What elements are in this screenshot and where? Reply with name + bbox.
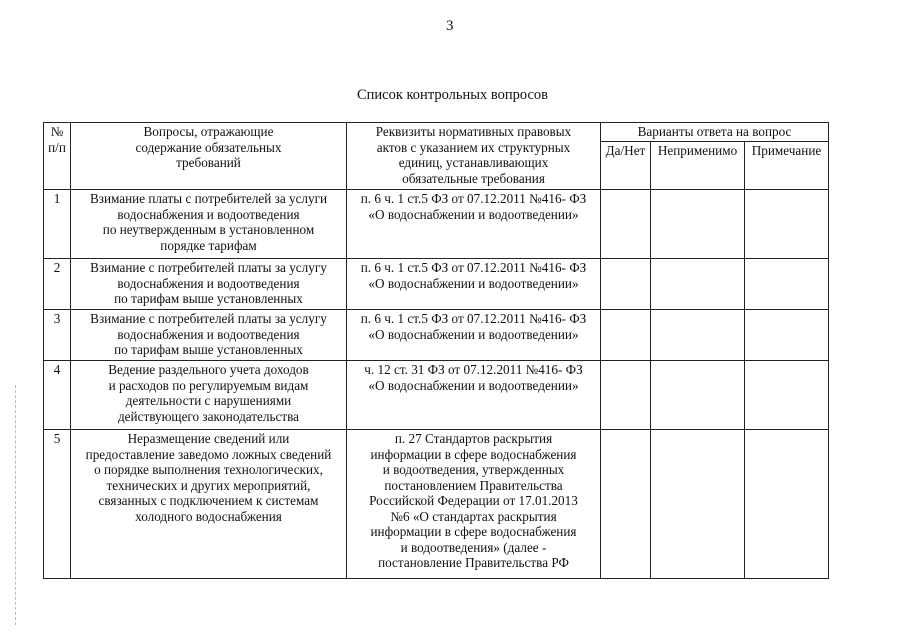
row-requisites: п. 6 ч. 1 ст.5 ФЗ от 07.12.2011 №416- ФЗ «О водоснабжении и водоотведении» bbox=[347, 259, 601, 310]
answer-not-applicable-cell[interactable] bbox=[651, 190, 745, 259]
row-num: 3 bbox=[44, 310, 71, 361]
answer-not-applicable-cell[interactable] bbox=[651, 361, 745, 430]
row-num: 1 bbox=[44, 190, 71, 259]
margin-mark bbox=[15, 385, 17, 625]
answer-yes-no-cell[interactable] bbox=[601, 430, 651, 579]
table-row bbox=[44, 361, 829, 430]
table-row bbox=[44, 259, 829, 310]
row-question: Неразмещение сведений или предоставление заведомо ложных сведений о порядке выполнения технологических, технических и других мероприятий, связанных с подключением к системам холодного водоснабжения bbox=[71, 430, 347, 579]
answer-note-cell[interactable] bbox=[745, 190, 829, 259]
header-requisites: Реквизиты нормативных правовых актов с указанием их структурных единиц, устанавливающих обязательные требования bbox=[347, 123, 601, 190]
header-answers-group: Варианты ответа на вопрос bbox=[601, 123, 829, 142]
answer-not-applicable-cell[interactable] bbox=[651, 259, 745, 310]
answer-note-cell[interactable] bbox=[745, 430, 829, 579]
row-num: 5 bbox=[44, 430, 71, 579]
table-header-row bbox=[44, 123, 829, 142]
answer-note-cell[interactable] bbox=[745, 310, 829, 361]
row-requisites: п. 6 ч. 1 ст.5 ФЗ от 07.12.2011 №416- ФЗ «О водоснабжении и водоотведении» bbox=[347, 190, 601, 259]
row-question: Взимание с потребителей платы за услугу водоснабжения и водоотведения по тарифам выше установленных bbox=[71, 310, 347, 361]
document-title: Список контрольных вопросов bbox=[356, 87, 549, 103]
header-question: Вопросы, отражающие содержание обязательных требований bbox=[71, 123, 347, 190]
header-not-applicable: Неприменимо bbox=[651, 141, 745, 190]
row-question: Взимание платы с потребителей за услуги водоснабжения и водоотведения по неутвержденным в установленном порядке тарифам bbox=[71, 190, 347, 259]
row-requisites: п. 27 Стандартов раскрытия информации в сфере водоснабжения и водоотведения, утвержденных постановлением Правительства Российской Федерации от 17.01.2013 №6 «О стандартах раскрытия информации в сфере водоснабжения и водоотведения» (далее - постановление Правительства РФ bbox=[347, 430, 601, 579]
answer-yes-no-cell[interactable] bbox=[601, 190, 651, 259]
header-yes-no: Да/Нет bbox=[601, 141, 651, 190]
answer-yes-no-cell[interactable] bbox=[601, 310, 651, 361]
row-question: Ведение раздельного учета доходов и расходов по регулируемым видам деятельности с нарушениями действующего законодательства bbox=[71, 361, 347, 430]
checklist-table bbox=[43, 122, 829, 579]
row-requisites: п. 6 ч. 1 ст.5 ФЗ от 07.12.2011 №416- ФЗ «О водоснабжении и водоотведении» bbox=[347, 310, 601, 361]
table-row bbox=[44, 190, 829, 259]
header-note: Примечание bbox=[745, 141, 829, 190]
answer-yes-no-cell[interactable] bbox=[601, 361, 651, 430]
header-num: № п/п bbox=[44, 123, 71, 190]
answer-yes-no-cell[interactable] bbox=[601, 259, 651, 310]
answer-not-applicable-cell[interactable] bbox=[651, 430, 745, 579]
row-num: 2 bbox=[44, 259, 71, 310]
answer-note-cell[interactable] bbox=[745, 361, 829, 430]
page-number: 3 bbox=[446, 18, 454, 34]
row-num: 4 bbox=[44, 361, 71, 430]
row-requisites: ч. 12 ст. 31 ФЗ от 07.12.2011 №416- ФЗ «О водоснабжении и водоотведении» bbox=[347, 361, 601, 430]
answer-note-cell[interactable] bbox=[745, 259, 829, 310]
row-question: Взимание с потребителей платы за услугу водоснабжения и водоотведения по тарифам выше установленных bbox=[71, 259, 347, 310]
answer-not-applicable-cell[interactable] bbox=[651, 310, 745, 361]
table-row bbox=[44, 310, 829, 361]
table-row bbox=[44, 430, 829, 579]
